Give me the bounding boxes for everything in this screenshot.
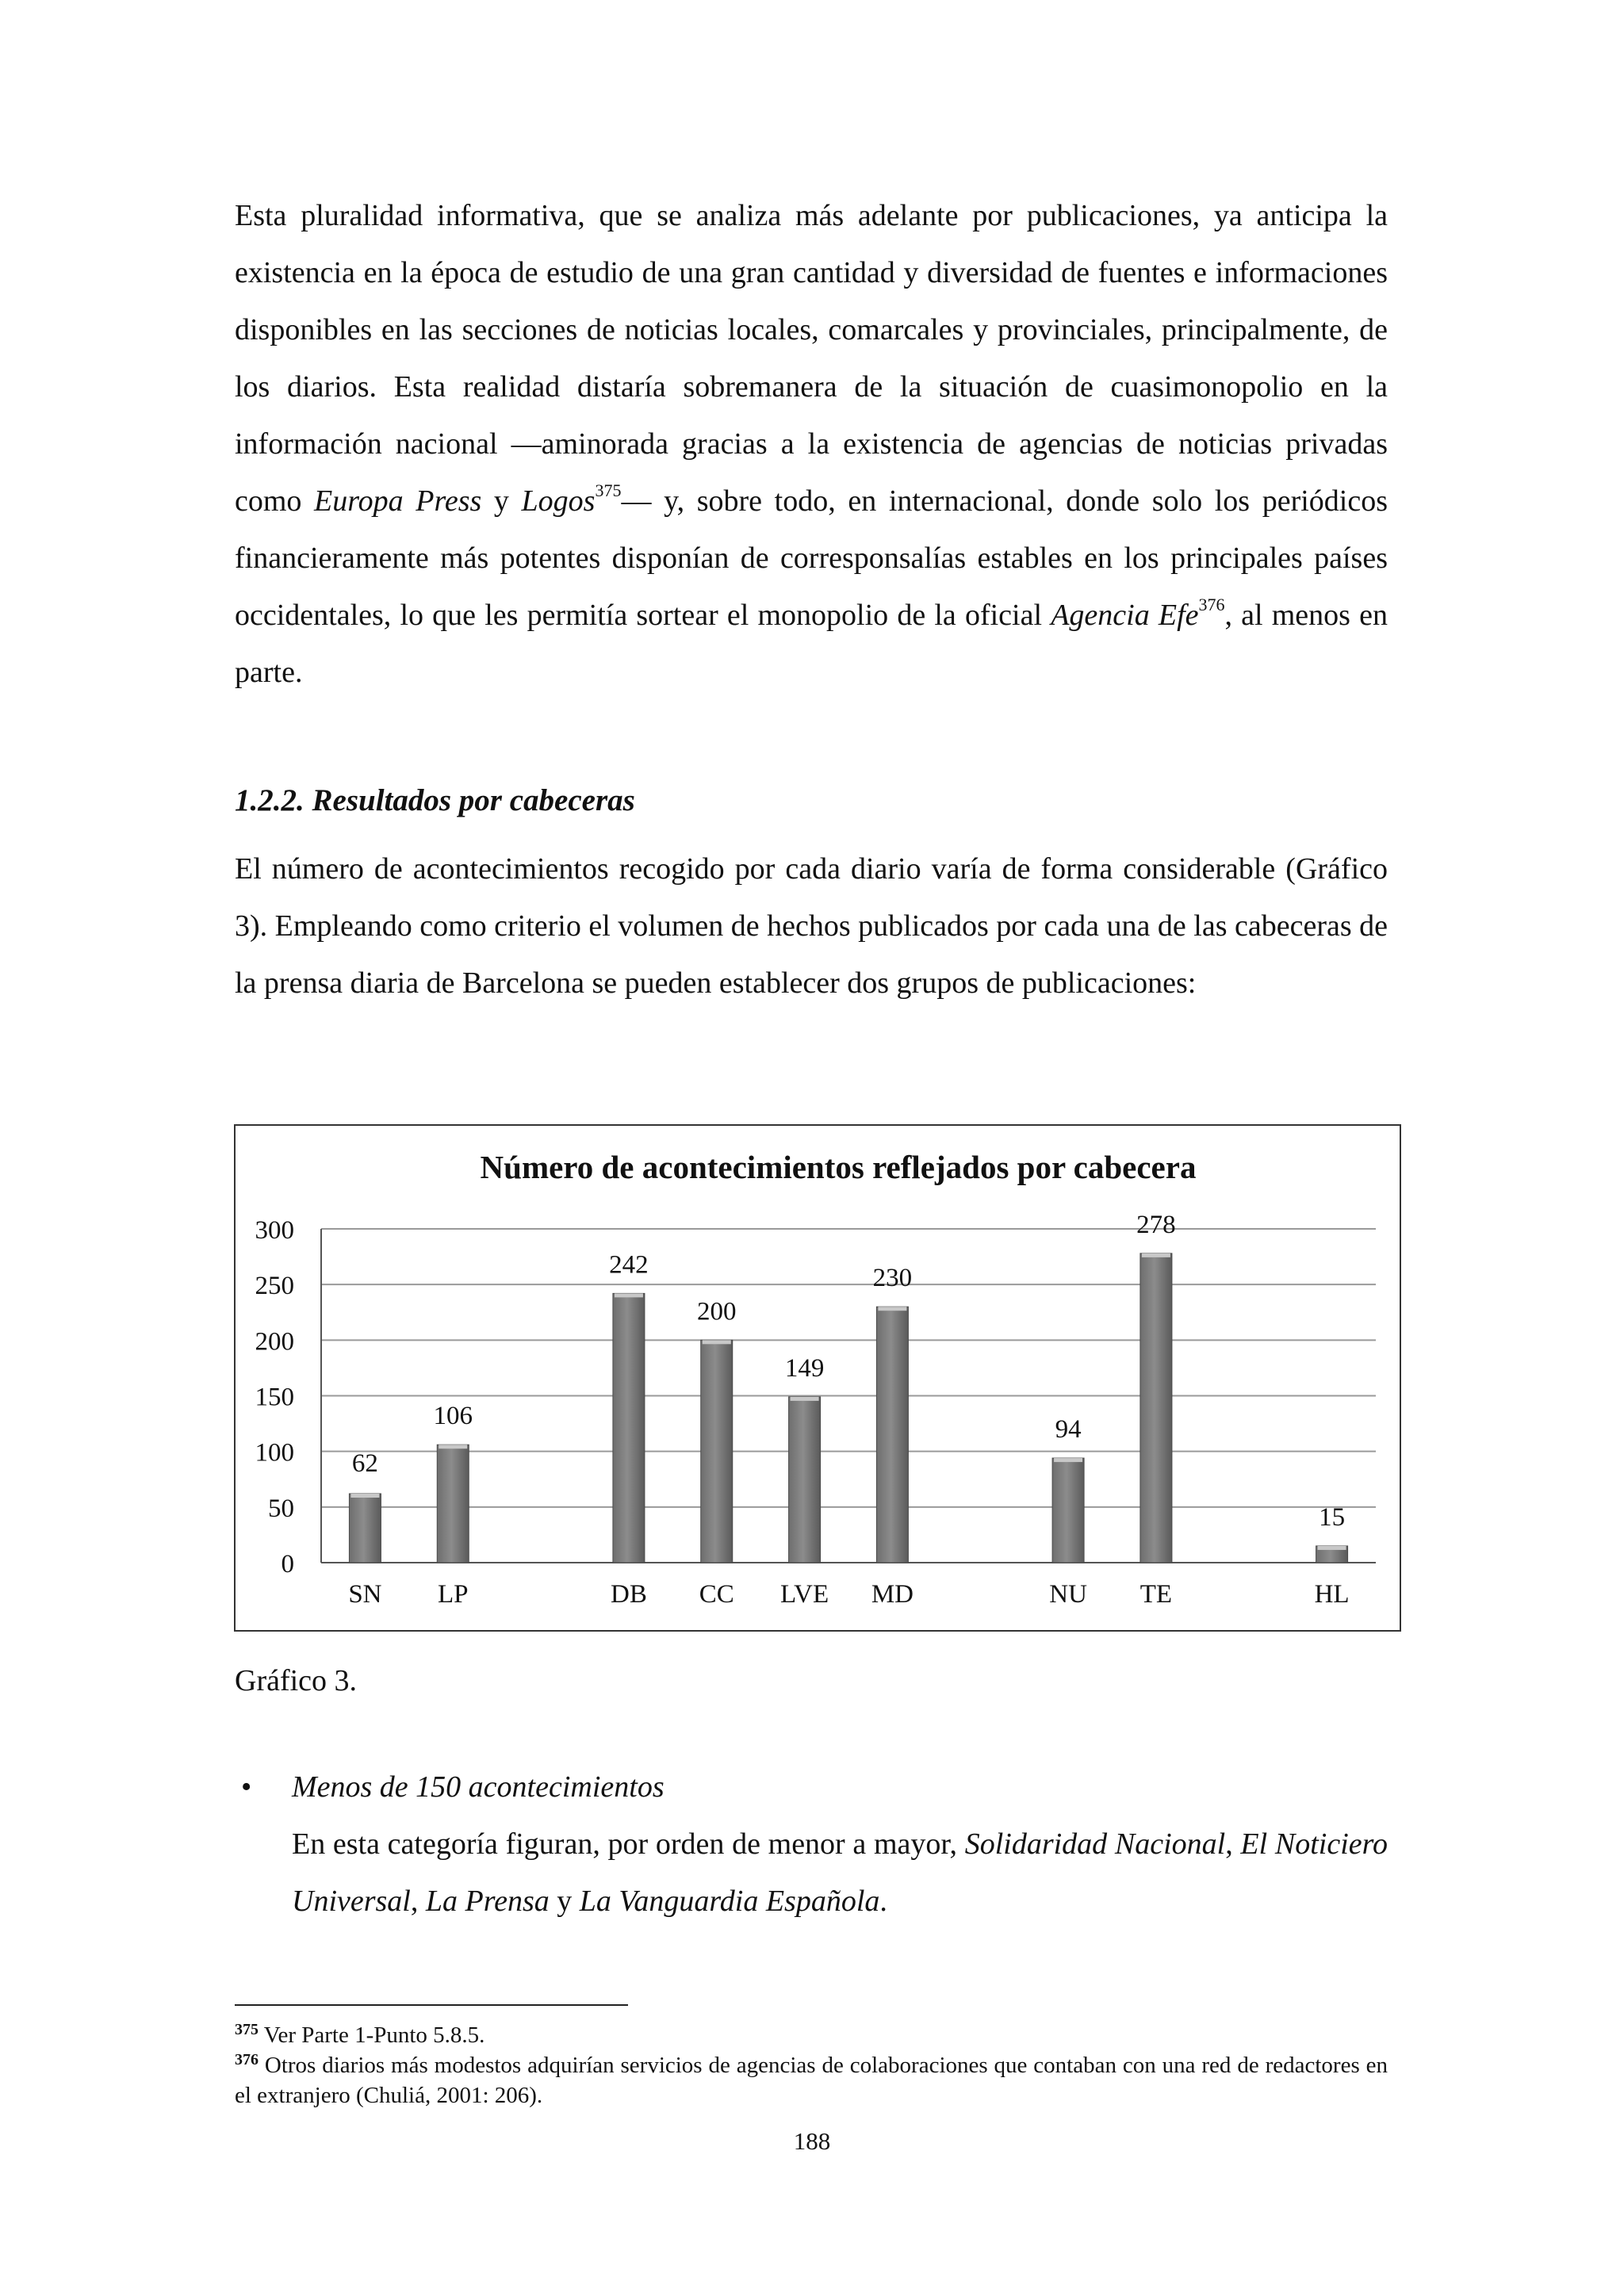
data-label-hl: 15 (1319, 1502, 1346, 1532)
bar-chart-svg (236, 1126, 1400, 1630)
bar-md (876, 1307, 908, 1563)
y-tick-label: 200 (255, 1327, 294, 1357)
y-tick-label: 0 (281, 1550, 294, 1578)
chart-caption: Gráfico 3. (235, 1664, 358, 1697)
y-tick-label: 50 (268, 1494, 294, 1523)
footnote-ref-376[interactable]: 376 (1198, 595, 1225, 614)
bar-highlight (791, 1397, 819, 1401)
data-label-nu: 94 (1055, 1415, 1082, 1445)
y-tick-label: 150 (255, 1383, 294, 1412)
footnote-ref-375[interactable]: 375 (595, 480, 622, 500)
bar-highlight (439, 1445, 467, 1448)
x-tick-label-md: MD (871, 1580, 914, 1609)
chart-bars (349, 1253, 1347, 1563)
bar-sn (349, 1494, 381, 1563)
chart-gridlines (321, 1229, 1376, 1507)
bar-cc (701, 1340, 733, 1563)
data-label-te: 278 (1136, 1210, 1176, 1239)
bar-highlight (350, 1494, 379, 1498)
paragraph-1 (235, 187, 1388, 701)
y-tick-label: 250 (255, 1272, 294, 1301)
bullet-dot-icon: • (241, 1770, 252, 1804)
paragraph-1-part-2: — y, sobre todo, en internacional, donde solo los periódicos financieramente más potentes disponían de corresponsalías estables en los principales países occidentales, lo que les permitía sortear el monopolio de la oficial (235, 484, 1388, 632)
newspaper-sn: Solidaridad Nacional (964, 1827, 1226, 1861)
section-heading: 1.2.2. Resultados por cabeceras (235, 783, 635, 817)
footnote-number: 375 (235, 2021, 259, 2038)
newspaper-lp: La Prensa (425, 1885, 550, 1918)
footnote-separator (235, 2004, 628, 2006)
data-label-sn: 62 (351, 1448, 378, 1478)
data-label-lve: 149 (784, 1353, 825, 1383)
footnotes (235, 2020, 1388, 2110)
newspaper-lve: La Vanguardia Española (579, 1885, 880, 1918)
x-tick-label-db: DB (610, 1580, 647, 1609)
bar-lve (789, 1397, 821, 1563)
page-number: 188 (793, 2127, 831, 2155)
chart-title: Número de acontecimientos reflejados por cabecera (480, 1149, 1197, 1185)
data-label-md: 230 (872, 1264, 913, 1293)
y-tick-label: 100 (255, 1438, 294, 1468)
x-tick-label-te: TE (1139, 1580, 1173, 1609)
conjunction: y (549, 1885, 580, 1918)
bar-nu (1052, 1458, 1084, 1563)
separator: , (1225, 1827, 1241, 1861)
logos-name: Logos (521, 484, 596, 518)
bar-highlight (1318, 1546, 1346, 1550)
conjunction: y (481, 484, 522, 518)
bar-lp (437, 1445, 469, 1563)
paragraph-1-part-3: , al menos en parte. (235, 599, 1388, 689)
bullet-text-start: En esta categoría figuran, por orden de menor a mayor, (292, 1827, 965, 1861)
agencia-efe-name: Agencia Efe (1051, 599, 1199, 632)
bullet-title: Menos de 150 acontecimientos (292, 1770, 665, 1804)
bar-highlight (1142, 1253, 1170, 1257)
x-tick-label-hl: HL (1314, 1580, 1350, 1609)
separator: , (410, 1885, 426, 1918)
bar-te (1140, 1253, 1172, 1563)
bar-highlight (615, 1293, 643, 1297)
bullet-text (292, 1816, 1388, 1930)
data-label-cc: 200 (697, 1297, 737, 1326)
footnote-number: 376 (235, 2051, 259, 2068)
x-tick-label-lve: LVE (780, 1580, 829, 1609)
x-tick-label-nu: NU (1049, 1580, 1087, 1609)
paragraph-2-text: El número de acontecimientos recogido por cada diario varía de forma considerable (Gráfico 3). Empleando como criterio el volumen de hechos publicados por cada una de las cabeceras de la prensa diaria de Barcelona se pueden establecer dos grupos de publicaciones: (235, 852, 1388, 1000)
footnote-text: Otros diarios más modestos adquirían servicios de agencias de colaboraciones que contaban con una red de redactores en el extranjero (Chuliá, 2001: 206). (235, 2053, 1388, 2108)
paragraph-1-part-1: Esta pluralidad informativa, que se analiza más adelante por publicaciones, ya anticipa la existencia en la época de estudio de una gran cantidad y diversidad de fuentes e informaciones disponibles en las secciones de noticias locales, comarcales y provinciales, principalmente, de los diarios. Esta realidad distaría sobremanera de la situación de cuasimonopolio en la información nacional —aminorada gracias a la existencia de agencias de noticias privadas como (235, 199, 1388, 518)
x-tick-label-cc: CC (699, 1580, 734, 1609)
footnote-text: Ver Parte 1-Punto 5.8.5. (259, 2022, 485, 2048)
bar-chart (234, 1124, 1401, 1632)
bar-db (613, 1293, 645, 1563)
data-label-db: 242 (609, 1250, 649, 1280)
bar-highlight (1054, 1458, 1082, 1462)
x-tick-label-lp: LP (437, 1580, 469, 1609)
data-label-lp: 106 (433, 1402, 473, 1431)
y-tick-label: 300 (255, 1216, 294, 1245)
newspaper-nu: El Noticiero Universal (292, 1827, 1388, 1918)
footnote-375 (235, 2020, 1388, 2050)
bar-highlight (878, 1307, 906, 1311)
period: . (879, 1885, 887, 1918)
europa-press-name: Europa Press (314, 484, 482, 518)
paragraph-2 (235, 840, 1388, 1012)
x-tick-label-sn: SN (348, 1580, 382, 1609)
bar-highlight (703, 1340, 731, 1344)
footnote-376 (235, 2050, 1388, 2110)
chart-data-labels (352, 1211, 1345, 1532)
